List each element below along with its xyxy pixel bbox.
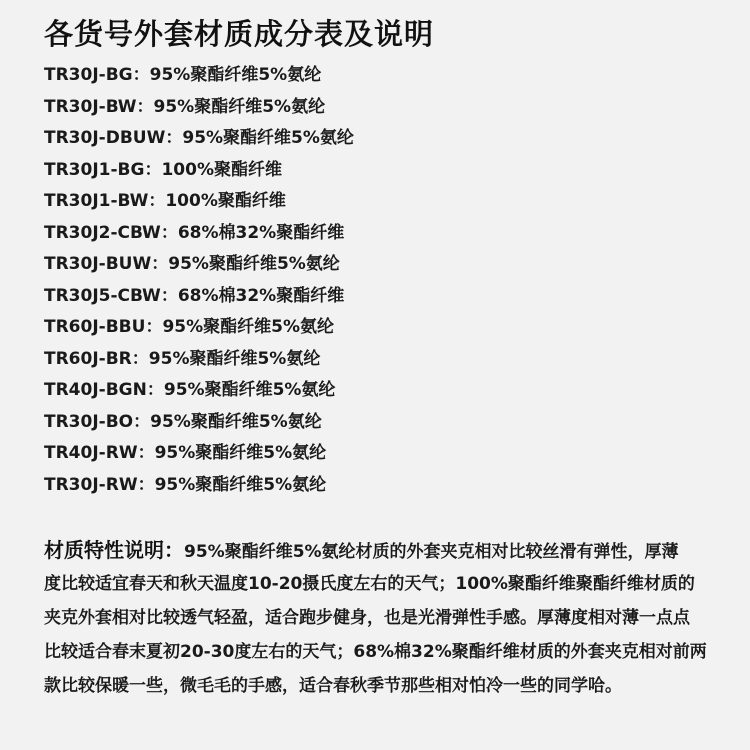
item-separator: ： [133, 411, 151, 432]
item-composition: 95%聚酯纤维5%氨纶 [154, 443, 327, 463]
item-separator: ： [144, 159, 162, 180]
item-composition: 95%聚酯纤维5%氨纶 [150, 411, 322, 432]
item-separator: ： [146, 380, 164, 400]
item-code: TR30J-BUW [44, 254, 152, 274]
item-composition: 95%聚酯纤维5%氨纶 [162, 317, 335, 337]
page-title: 各货号外套材质成分表及说明 [44, 17, 435, 51]
description-line [44, 533, 740, 567]
composition-list [44, 60, 354, 501]
item-code: TR60J-BR [44, 348, 132, 369]
item-separator: ： [137, 443, 155, 463]
list-item [44, 438, 354, 470]
list-item [44, 407, 354, 439]
list-item [44, 92, 354, 124]
description-line: 度比较适宜春天和秋天温度10-20摄氏度左右的天气；100%聚酯纤维聚酯纤维材质的 [44, 574, 695, 594]
list-item [44, 186, 354, 218]
item-code: TR30J1-BG [44, 159, 145, 180]
description-line: 夹克外套相对比较透气轻盈，适合跑步健身，也是光滑弹性手感。厚薄度相对薄一点点 [44, 608, 690, 628]
item-code: TR30J5-CBW [44, 285, 161, 306]
list-item [44, 281, 354, 313]
item-separator: ： [165, 128, 183, 148]
list-item [44, 218, 354, 250]
item-separator: ： [148, 191, 166, 211]
item-code: TR40J-RW [44, 443, 138, 463]
item-separator: ： [160, 222, 178, 243]
list-item [44, 312, 354, 344]
item-composition: 100%聚酯纤维 [165, 191, 286, 211]
list-item [44, 60, 354, 92]
material-description [44, 533, 740, 703]
item-separator: ： [137, 474, 155, 495]
list-item [44, 155, 354, 187]
list-item [44, 470, 354, 502]
item-separator: ： [132, 65, 150, 85]
item-composition: 95%聚酯纤维5%氨纶 [154, 474, 327, 495]
item-composition: 95%聚酯纤维5%氨纶 [153, 96, 326, 117]
item-separator: ： [145, 317, 163, 337]
item-code: TR40J-BGN [44, 380, 147, 400]
description-heading: 材质特性说明： [44, 538, 184, 562]
item-composition: 95%聚酯纤维5%氨纶 [149, 65, 322, 85]
item-code: TR60J-BBU [44, 317, 146, 337]
item-composition: 68%棉32%聚酯纤维 [177, 222, 345, 243]
description-line: 比较适合春末夏初20-30度左右的天气；68%棉32%聚酯纤维材质的外套夹克相对前两 [44, 642, 707, 662]
list-item [44, 375, 354, 407]
item-code: TR30J1-BW [44, 191, 149, 211]
description-text: 95%聚酯纤维5%氨纶材质的外套夹克相对比较丝滑有弹性，厚薄 [184, 542, 679, 562]
item-composition: 95%聚酯纤维5%氨纶 [182, 128, 354, 148]
item-code: TR30J-RW [44, 474, 138, 495]
item-code: TR30J-DBUW [44, 128, 166, 148]
item-composition: 95%聚酯纤维5%氨纶 [148, 348, 321, 369]
item-composition: 68%棉32%聚酯纤维 [177, 285, 345, 306]
list-item [44, 344, 354, 376]
item-code: TR30J-BG [44, 65, 133, 85]
list-item [44, 249, 354, 281]
item-composition: 100%聚酯纤维 [161, 159, 282, 180]
item-code: TR30J-BO [44, 411, 134, 432]
item-separator: ： [151, 254, 169, 274]
item-separator: ： [160, 285, 178, 306]
description-line: 款比较保暖一些，微毛毛的手感，适合春秋季节那些相对怕冷一些的同学哈。 [44, 676, 622, 696]
item-separator: ： [136, 96, 154, 117]
item-composition: 95%聚酯纤维5%氨纶 [163, 380, 336, 400]
item-separator: ： [131, 348, 149, 369]
item-code: TR30J2-CBW [44, 222, 161, 243]
item-code: TR30J-BW [44, 96, 137, 117]
list-item [44, 123, 354, 155]
item-composition: 95%聚酯纤维5%氨纶 [168, 254, 340, 274]
